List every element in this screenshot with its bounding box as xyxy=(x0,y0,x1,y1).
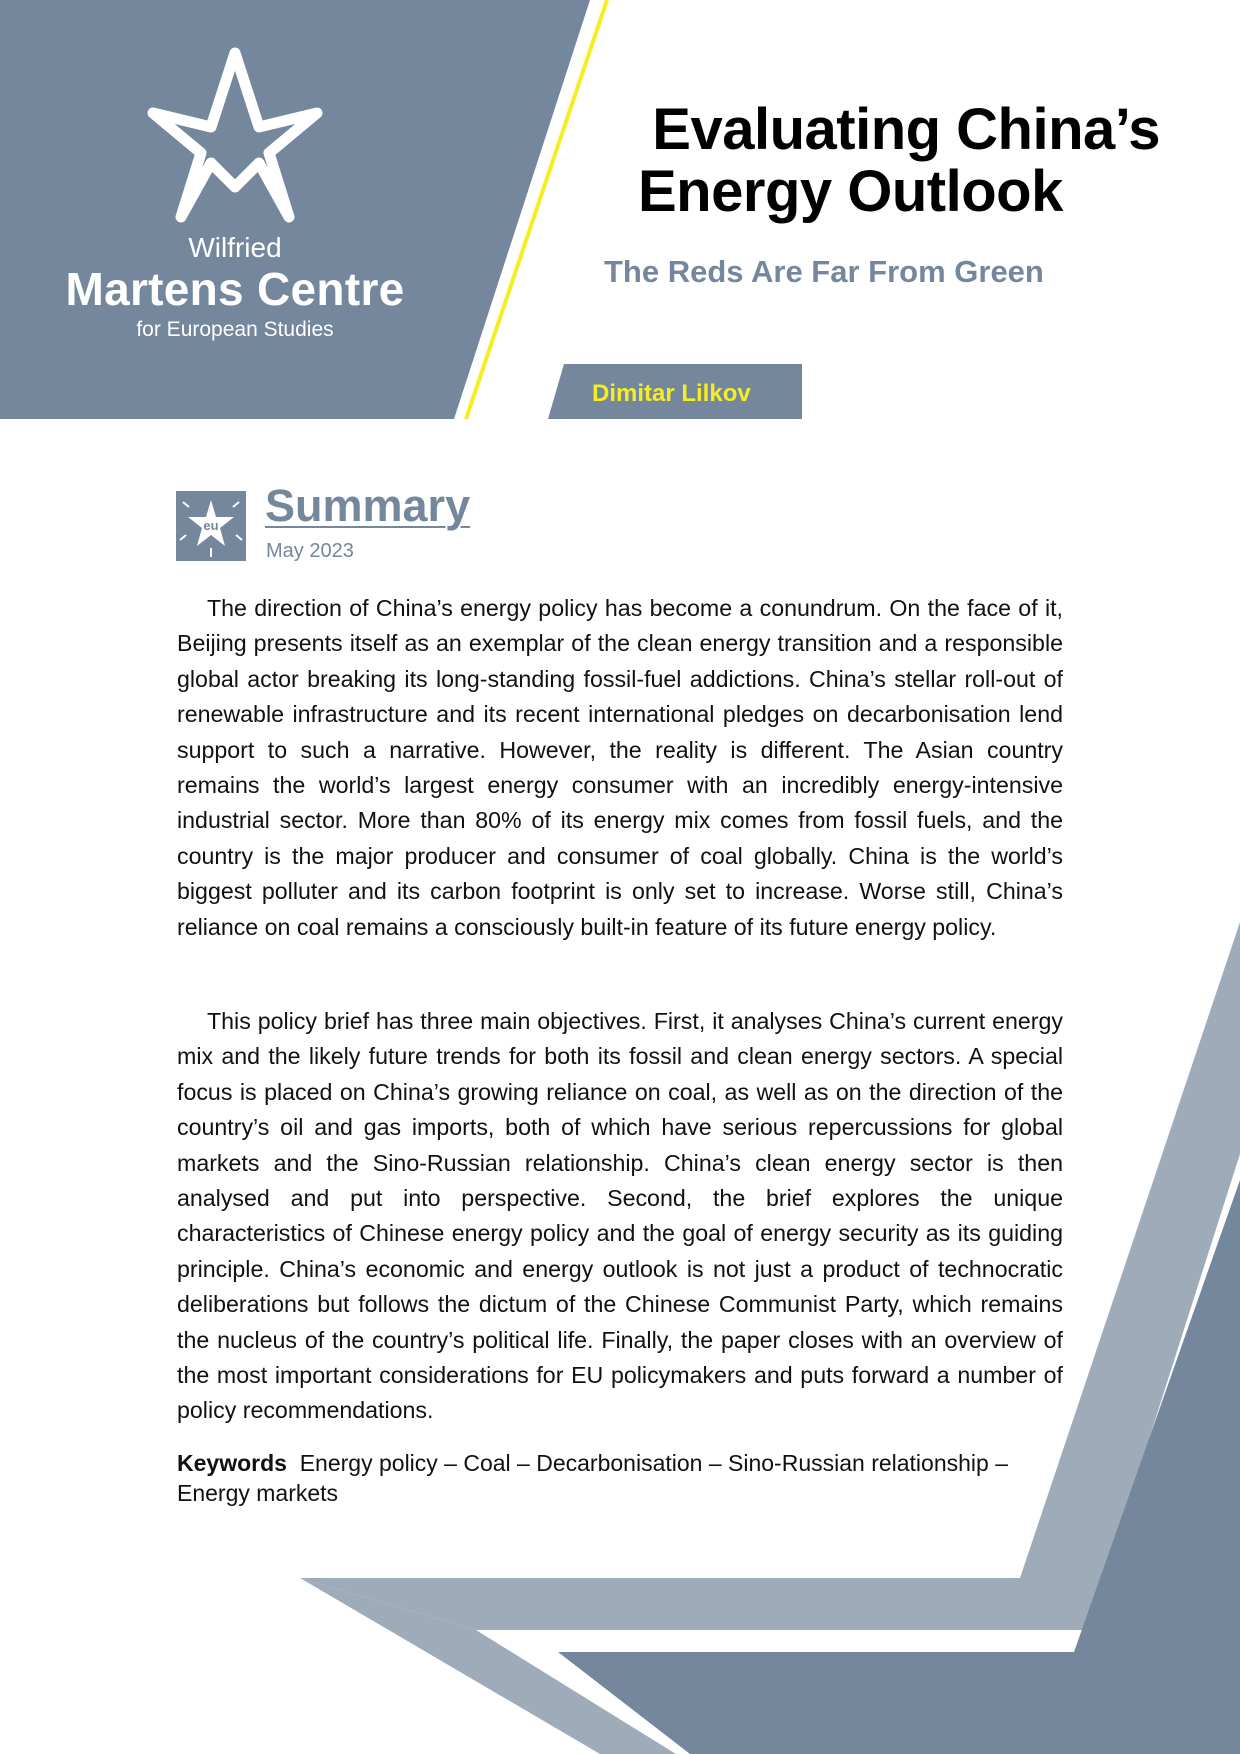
eu-star-icon xyxy=(176,491,246,561)
eu-icon-text: eu xyxy=(203,518,219,533)
keywords-section xyxy=(177,1448,1057,1508)
keywords-label: Keywords xyxy=(177,1450,287,1476)
logo-martens-centre: Martens Centre xyxy=(65,263,405,315)
logo-wilfried: Wilfried xyxy=(188,232,282,263)
document-subtitle: The Reds Are Far From Green xyxy=(604,254,1044,289)
publication-date: May 2023 xyxy=(266,540,354,562)
martens-centre-star-logo xyxy=(135,45,335,230)
author-name: Dimitar Lilkov xyxy=(592,380,751,407)
summary-paragraph-1: The direction of China’s energy policy has become a conundrum. On the face of it, Beijing presents itself as an exemplar of the clean energy transition and a responsible global actor breaking its long-standing fossil-fuel addictions. China’s stellar roll-out of renewable infrastructure and its recent international pledges on decarbonisation lend support to such a narrative. However, the reality is different. The Asian country remains the world’s largest energy consumer with an incredibly energy-intensive industrial sector. More than 80% of its energy mix comes from fossil fuels, and the country is the major producer and consumer of coal globally. China is the world’s biggest polluter and its carbon footprint is only set to increase. Worse still, China’s reliance on coal remains a consciously built-in feature of its future energy policy. xyxy=(177,595,1063,940)
document-title-line2: Energy Outlook xyxy=(638,159,1063,224)
keywords-list: Energy policy – Coal – Decarbonisation – Sino-Russian relationship – Energy markets xyxy=(177,1450,1009,1506)
summary-heading: Summary xyxy=(265,480,471,531)
document-title-line1: Evaluating China’s xyxy=(652,97,1160,162)
logo-european-studies: for European Studies xyxy=(136,318,334,341)
summary-paragraph-2: This policy brief has three main objectives. First, it analyses China’s current energy mix and the likely future trends for both its fossil and clean energy sectors. A special focus is placed on China’s growing reliance on coal, as well as on the direction of the country’s oil and gas imports, both of which have serious repercussions for global markets and the Sino-Russian relationship. China’s clean energy sector is then analysed and put into perspective. Second, the brief explores the unique characteristics of Chinese energy policy and the goal of energy security as its guiding principle. China’s economic and energy outlook is not just a product of technocratic deliberations but follows the dictum of the Chinese Communist Party, which remains the nucleus of the country’s political life. Finally, the paper closes with an overview of the most important considerations for EU policymakers and puts forward a number of policy recommendations. xyxy=(177,1008,1063,1424)
